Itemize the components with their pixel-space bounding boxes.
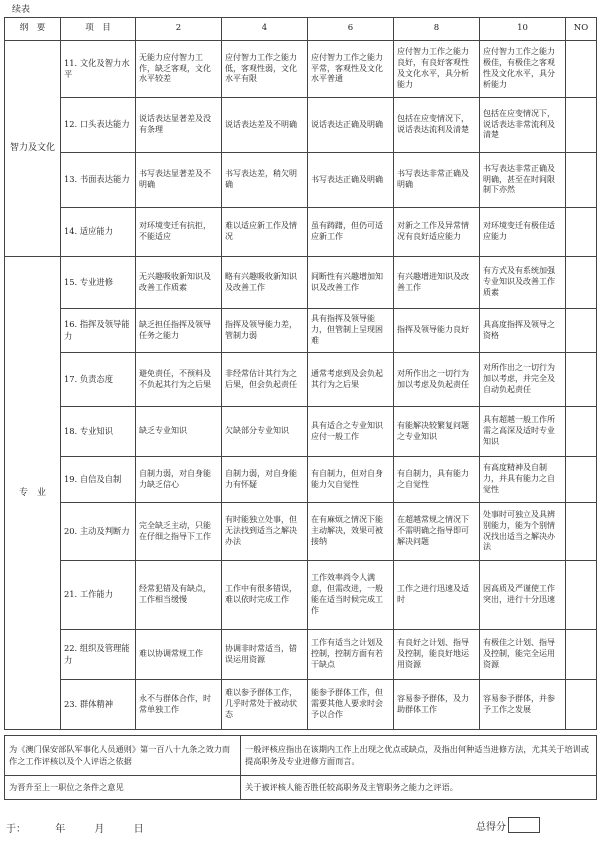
table-row: [5, 561, 597, 630]
no-cell[interactable]: [566, 208, 597, 257]
score-cell[interactable]: 非经常估计其行为之后果，但会负起责任: [222, 353, 308, 407]
score-cell[interactable]: 书写表达差，稍欠明确: [222, 153, 308, 208]
score-cell[interactable]: 具高度指挥及领导之资格: [480, 309, 566, 353]
no-cell[interactable]: [566, 630, 597, 680]
col-score-6: 6: [308, 18, 394, 41]
score-cell[interactable]: 缺乏担任指挥及领导任务之能力: [136, 309, 222, 353]
no-cell[interactable]: [566, 457, 597, 503]
table-row: [5, 457, 597, 503]
table-row: [5, 353, 597, 407]
score-cell[interactable]: 工作中有很多错误，难以依时完成工作: [222, 561, 308, 630]
score-cell[interactable]: 能参予群体工作，但需要其他人要求时会予以合作: [308, 680, 394, 730]
table-row: [5, 309, 597, 353]
row-item: 21. 工作能力: [61, 561, 136, 630]
table-row: [5, 208, 597, 257]
col-score-10: 10: [480, 18, 566, 41]
no-cell[interactable]: [566, 503, 597, 561]
continued-label: 续表: [12, 5, 31, 15]
score-cell[interactable]: 对所作出之一切行为加以考虑，并完全及自动负起责任: [480, 353, 566, 407]
score-cell[interactable]: 自制力弱，对自身能力有怀疑: [222, 457, 308, 503]
score-cell[interactable]: 完全缺乏主动，只能在仔细之指导下工作: [136, 503, 222, 561]
no-cell[interactable]: [566, 309, 597, 353]
row-item: 18. 专业知识: [61, 407, 136, 457]
score-cell[interactable]: 通常考虑到及会负起其行为之后果: [308, 353, 394, 407]
evaluation-basis-label: 为《澳门保安部队军事化人员通则》第一百八十九条之效力而作之工作评核以及个人评语之依据: [5, 736, 241, 776]
score-cell[interactable]: 在超越常规之情况下不需明确之指导即可解决问题: [394, 503, 480, 561]
competence-comment-field[interactable]: 关于被评核人能否胜任较高职务及主管职务之能力之评语。: [241, 776, 597, 800]
date-prefix: 于：: [6, 824, 26, 835]
no-cell[interactable]: [566, 257, 597, 309]
score-cell[interactable]: 有自制力，但对自身能力欠自觉性: [308, 457, 394, 503]
score-cell[interactable]: 工作效率尚令人满意，但需改进，一般能在适当时候完成工作: [308, 561, 394, 630]
table-row: [5, 680, 597, 730]
table-row: [5, 503, 597, 561]
score-cell[interactable]: 包括在应变情况下，说话表达非常流利及清楚: [480, 98, 566, 153]
score-cell[interactable]: 具有超越一般工作所需之高深及适时专业知识: [480, 407, 566, 457]
row-item: 23. 群体精神: [61, 680, 136, 730]
score-cell[interactable]: 欠缺部分专业知识: [222, 407, 308, 457]
score-cell[interactable]: 有高度精神及自制力，并具有能力之自觉性: [480, 457, 566, 503]
date-year[interactable]: 年: [55, 824, 66, 835]
row-item: 19. 自信及自制: [61, 457, 136, 503]
col-score-8: 8: [394, 18, 480, 41]
score-cell[interactable]: 避免责任，不预料及不负起其行为之后果: [136, 353, 222, 407]
score-cell[interactable]: 协调非时常适当，错误运用资源: [222, 630, 308, 680]
total-score-box[interactable]: [508, 817, 540, 833]
score-cell[interactable]: 书写表达非常正确及明确: [394, 153, 480, 208]
score-cell[interactable]: 难以适应新工作及情况: [222, 208, 308, 257]
no-cell[interactable]: [566, 680, 597, 730]
row-item: 22. 组织及管理能力: [61, 630, 136, 680]
row-item: 20. 主动及判断力: [61, 503, 136, 561]
no-cell[interactable]: [566, 561, 597, 630]
score-cell[interactable]: 无兴趣吸收新知识及改善工作质素: [136, 257, 222, 309]
score-cell[interactable]: 具有指挥及领导能力，但管制上呈现困难: [308, 309, 394, 353]
remarks-table: [4, 735, 597, 800]
row-item: 16. 指挥及领导能力: [61, 309, 136, 353]
score-cell[interactable]: 永不与群体合作，时常单独工作: [136, 680, 222, 730]
score-cell[interactable]: 说话表达差及不明确: [222, 98, 308, 153]
score-cell[interactable]: 指挥及领导能力良好: [394, 309, 480, 353]
col-score-2: 2: [136, 18, 222, 41]
score-cell[interactable]: 应付智力工作之能力平常，客观性及文化水平普通: [308, 41, 394, 98]
score-cell[interactable]: 工作有适当之计划及控制，控制方面有若干缺点: [308, 630, 394, 680]
row-item: 17. 负责态度: [61, 353, 136, 407]
no-cell[interactable]: [566, 407, 597, 457]
score-cell[interactable]: 有兴趣增进知识及改善工作: [394, 257, 480, 309]
score-cell[interactable]: 应付智力工作之能力极佳，有极佳之客观性及文化水平，具分析能力: [480, 41, 566, 98]
score-cell[interactable]: 在有麻烦之情况下能主动解决，效果可被接纳: [308, 503, 394, 561]
score-cell[interactable]: 书写表达正确及明确: [308, 153, 394, 208]
score-cell[interactable]: 因高质及严谨使工作突出，进行十分迅速: [480, 561, 566, 630]
score-cell[interactable]: 说话表达正确及明确: [308, 98, 394, 153]
score-cell[interactable]: 包括在应变情况下，说话表达流利及清楚: [394, 98, 480, 153]
score-cell[interactable]: 应付智力工作之能力低，客观性弱，文化水平有限: [222, 41, 308, 98]
score-cell[interactable]: 有极佳之计划、指导及控制，能完全运用资源: [480, 630, 566, 680]
remarks-row: [5, 736, 597, 776]
score-cell[interactable]: 说话表达显著差及没有条理: [136, 98, 222, 153]
date-line: [6, 820, 170, 835]
col-score-4: 4: [222, 18, 308, 41]
table-row: [5, 630, 597, 680]
row-item: 14. 适应能力: [61, 208, 136, 257]
general-comment-field[interactable]: 一般评核应指出在该期内工作上出现之优点或缺点，及指出何种适当进修方法，尤其关于培训或提高职务及专业进修方面而言。: [241, 736, 597, 776]
table-row: [5, 407, 597, 457]
score-cell[interactable]: 有自制力，具有能力之自觉性: [394, 457, 480, 503]
score-cell[interactable]: 难以协调常规工作: [136, 630, 222, 680]
score-cell[interactable]: 缺乏专业知识: [136, 407, 222, 457]
evaluation-table: [4, 17, 597, 730]
score-cell[interactable]: 工作之进行迅速及适时: [394, 561, 480, 630]
col-outline: 纲 要: [5, 18, 61, 41]
score-cell[interactable]: 有能解决较繁复问题之专业知识: [394, 407, 480, 457]
col-item: 项 目: [61, 18, 136, 41]
promotion-opinion-label: 为晋升至上一职位之条件之意见: [5, 776, 241, 800]
score-cell[interactable]: 指挥及领导能力差，管制力弱: [222, 309, 308, 353]
score-cell[interactable]: 处事时可独立及具辨别能力，能为个别情况找出适当之解决办法: [480, 503, 566, 561]
row-item: 11. 文化及智力水平: [61, 41, 136, 98]
total-score-label: 总得分: [476, 822, 506, 833]
category-professional: 专 业: [5, 257, 61, 730]
header-row: [5, 18, 597, 41]
score-cell[interactable]: 有良好之计划、指导及控制，能良好地运用资源: [394, 630, 480, 680]
score-cell[interactable]: 略有兴趣吸收新知识及改善工作: [222, 257, 308, 309]
score-cell[interactable]: 间断性有兴趣增加知识及改善工作: [308, 257, 394, 309]
table-row: [5, 41, 597, 98]
category-intellect: 智力及文化: [5, 41, 61, 257]
no-cell[interactable]: [566, 153, 597, 208]
score-cell[interactable]: 自制力弱，对自身能力缺乏信心: [136, 457, 222, 503]
score-cell[interactable]: 书写表达非常正确及明确，甚至在时间限制下亦然: [480, 153, 566, 208]
score-cell[interactable]: 有方式及有系统加强专业知识及改善工作质素: [480, 257, 566, 309]
no-cell[interactable]: [566, 41, 597, 98]
row-item: 13. 书面表达能力: [61, 153, 136, 208]
date-day[interactable]: 日: [133, 824, 144, 835]
score-cell[interactable]: 无能力应付智力工作，缺乏客观，文化水平较差: [136, 41, 222, 98]
score-cell[interactable]: 容易参予群体，并参予工作之发展: [480, 680, 566, 730]
score-cell[interactable]: 容易参予群体，及力助群体工作: [394, 680, 480, 730]
no-cell[interactable]: [566, 98, 597, 153]
score-cell[interactable]: 经常犯错及有缺点，工作相当缓慢: [136, 561, 222, 630]
row-item: 15. 专业进修: [61, 257, 136, 309]
no-cell[interactable]: [566, 353, 597, 407]
score-cell[interactable]: 应付智力工作之能力良好，有良好客观性及文化水平，具分析能力: [394, 41, 480, 98]
score-cell[interactable]: 虽有踌躇，但仍可适应新工作: [308, 208, 394, 257]
date-month[interactable]: 月: [94, 824, 105, 835]
score-cell[interactable]: 对所作出之一切行为加以考虑及负起责任: [394, 353, 480, 407]
score-cell[interactable]: 有时能独立处事，但无法找到适当之解决办法: [222, 503, 308, 561]
score-cell[interactable]: 对新之工作及异常情况有良好适应能力: [394, 208, 480, 257]
score-cell[interactable]: 对环境变迁有抗拒，不能适应: [136, 208, 222, 257]
table-row: [5, 153, 597, 208]
score-cell[interactable]: 具有适合之专业知识应付一般工作: [308, 407, 394, 457]
score-cell[interactable]: 难以参予群体工作，几乎时常处于被动状态: [222, 680, 308, 730]
table-row: [5, 257, 597, 309]
score-cell[interactable]: 书写表达显著差及不明确: [136, 153, 222, 208]
col-no: NO: [566, 18, 597, 41]
table-row: [5, 98, 597, 153]
row-item: 12. 口头表达能力: [61, 98, 136, 153]
score-cell[interactable]: 对环境变迁有极佳适应能力: [480, 208, 566, 257]
remarks-row: [5, 776, 597, 800]
